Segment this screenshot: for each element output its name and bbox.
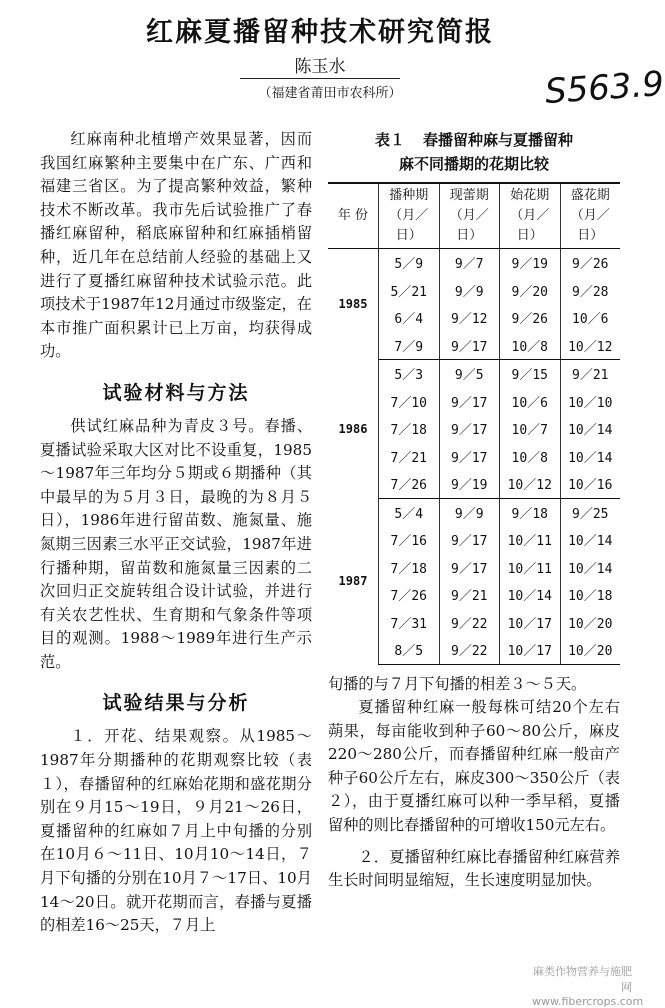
table-cell: 10／6 (560, 304, 620, 332)
table-cell: 9／28 (560, 277, 620, 305)
table-cell: 9／5 (439, 360, 500, 388)
table-cell: 7／18 (379, 554, 440, 582)
table-cell: 5／4 (379, 498, 440, 526)
year-cell: 1986 (338, 421, 368, 436)
table-cell: 10／16 (560, 470, 620, 498)
table-cell: 9／17 (439, 388, 500, 416)
table-cell: 9／19 (439, 470, 500, 498)
table-title-line2: 麻不同播期的花期比较 (398, 155, 549, 173)
table-cell: 9／12 (439, 304, 500, 332)
table-cell: 7／16 (379, 526, 440, 554)
col-header-peak-flower: 盛花期 （月／日） (560, 183, 620, 249)
table-cell: 7／21 (379, 443, 440, 471)
table-cell: 10／7 (500, 415, 561, 443)
table-cell: 10／14 (500, 581, 561, 609)
continuation-paragraph: 旬播的与７月下旬播的相差３～５天。 (328, 674, 587, 693)
year-cell: 1987 (338, 574, 368, 588)
table-cell: 10／10 (560, 388, 620, 416)
handwritten-catalog-number: S563.9 (543, 63, 665, 113)
table-cell: 10／18 (560, 581, 620, 609)
table-cell: 9／15 (500, 360, 561, 388)
table-cell: 9／22 (439, 636, 500, 664)
table-cell: 10／20 (560, 636, 620, 664)
table-cell: 9／26 (560, 249, 620, 277)
table-cell: 9／20 (500, 277, 561, 305)
table-cell: 10／14 (560, 526, 620, 554)
table-title-line1: 春播留种麻与夏播留种 (423, 131, 574, 149)
table-cell: 6／4 (379, 304, 440, 332)
table-row (328, 498, 620, 526)
table-cell: 9／17 (439, 443, 500, 471)
author-affiliation: （福建省莆田市农科所） (258, 86, 402, 101)
section-heading-methods: 试验材料与方法 (102, 381, 250, 404)
table-row (328, 360, 620, 388)
col-header-first-flower: 始花期 （月／日） (500, 183, 561, 249)
site-watermark: 麻类作物营养与施肥网 www.fibercrops.com (532, 965, 644, 1008)
results-paragraph-1: １．开花、结果观察。从1985～1987年分期播种的花期观察比较（表１），春播留种的红麻始花期和盛花期分别在９月15～19日，９月21～26日，夏播留种的红麻如７月上中旬播的分别在10月６～11日、10月10～14日，７月下旬播的分别在10月７～17日、10月14～20日。就开花期而言，春播与夏播的相差16～25天，７月上 (40, 727, 312, 935)
table-cell: 10／11 (500, 554, 561, 582)
table-cell: 7／31 (379, 609, 440, 637)
table-cell: 10／12 (560, 332, 620, 360)
table-cell: 9／21 (439, 581, 500, 609)
table-cell: 10／14 (560, 554, 620, 582)
table-cell: 10／12 (500, 470, 561, 498)
table-cell: 7／10 (379, 388, 440, 416)
right-column (328, 128, 620, 893)
table-cell: 5／3 (379, 360, 440, 388)
table-cell: 9／9 (439, 498, 500, 526)
author-name: 陈玉水 (240, 52, 400, 79)
table-cell: 10／8 (500, 332, 561, 360)
table-cell: 10／14 (560, 415, 620, 443)
table-cell: 10／6 (500, 388, 561, 416)
table-cell: 9／22 (439, 609, 500, 637)
table-cell: 5／21 (379, 277, 440, 305)
table-cell: 9／21 (560, 360, 620, 388)
table-row (328, 249, 620, 277)
section-heading-results: 试验结果与分析 (102, 692, 250, 715)
table-cell: 10／14 (560, 443, 620, 471)
flowering-table (328, 182, 620, 665)
table-cell: 9／17 (439, 554, 500, 582)
table-cell: 10／8 (500, 443, 561, 471)
table-cell: 5／9 (379, 249, 440, 277)
table-cell: 7／18 (379, 415, 440, 443)
methods-paragraph: 供试红麻品种为青皮３号。春播、夏播试验采取大区对比不设重复，1985～1987年三年均分５期或６期播种（其中最早的为５月３日，最晚的为８月５日），1986年进行留苗数、施氮量、施氮期三因素三水平正交试验，1987年进行播种期，留苗数和施氮量三因素的二次回归正交旋转组合设计试验，并进行有关农艺性状、生育期和气象条件等项目的观测。1988～1989年进行生产示范。 (40, 416, 312, 671)
year-cell: 1985 (338, 297, 368, 312)
table-cell: 9／17 (439, 526, 500, 554)
table-caption (328, 128, 620, 176)
col-header-year: 年 份 (328, 183, 379, 249)
table-cell: 7／26 (379, 470, 440, 498)
table-cell: 8／5 (379, 636, 440, 664)
table-cell: 7／9 (379, 332, 440, 360)
table-cell: 9／7 (439, 249, 500, 277)
table-cell: 9／18 (500, 498, 561, 526)
table-cell: 10／17 (500, 609, 561, 637)
left-column (40, 128, 312, 938)
table-cell: 9／25 (560, 498, 620, 526)
table-cell: 10／11 (500, 526, 561, 554)
table-cell: 10／20 (560, 609, 620, 637)
table-cell: 7／26 (379, 581, 440, 609)
table-cell: 9／26 (500, 304, 561, 332)
table-cell: 9／9 (439, 277, 500, 305)
table-number: 表１ (374, 131, 405, 149)
col-header-sowing: 播种期 （月／日） (379, 183, 440, 249)
results-paragraph-2: ２．夏播留种红麻比春播留种红麻营养生长时间明显缩短，生长速度明显加快。 (328, 847, 620, 890)
table-cell: 9／19 (500, 249, 561, 277)
col-header-budding: 现蕾期 （月／日） (439, 183, 500, 249)
yield-paragraph: 夏播留种红麻一般每株可结20个左右蒴果，每亩能收到种子60～80公斤，麻皮220～280公斤，而春播留种红麻一般亩产种子60公斤左右，麻皮300～350公斤（表２），由于夏播红麻可以种一季早稻，夏播留种的则比春播留种的可增收150元左右。 (328, 698, 620, 835)
table-cell: 9／17 (439, 332, 500, 360)
paper-title: 红麻夏播留种技术研究简报 (146, 17, 494, 48)
table-cell: 10／17 (500, 636, 561, 664)
intro-paragraph: 红麻南种北植增产效果显著，因而我国红麻繁种主要集中在广东、广西和福建三省区。为了提高繁种效益，繁种技术不断改革。我市先后试验推广了春播红麻留种，稻底麻留种和红麻插梢留种，近几年在总结前人经验的基础上又进行了夏播红麻留种技术试验示范。此项技术于1987年12月通过市级鉴定，在本市推广面积累计已上万亩，均获得成功。 (40, 130, 312, 361)
table-body (328, 249, 620, 665)
table-cell: 9／17 (439, 415, 500, 443)
